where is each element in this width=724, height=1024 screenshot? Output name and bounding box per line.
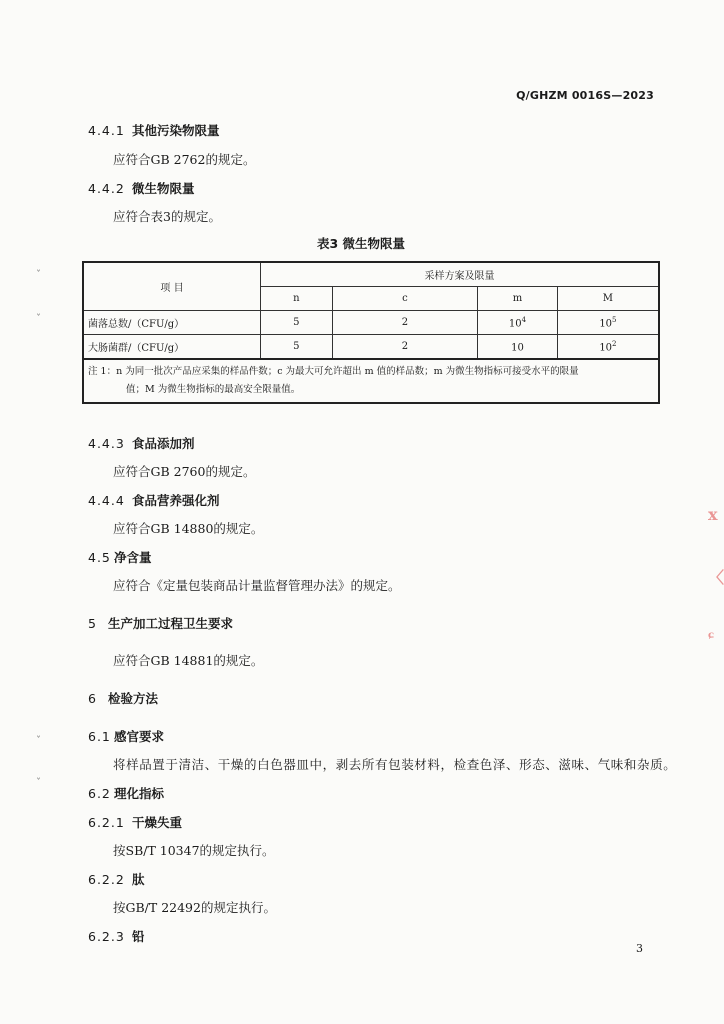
document-code: Q/GHZM 0016S—2023: [516, 89, 654, 102]
m-base: 10: [508, 318, 522, 330]
header-item: 项 目: [83, 262, 260, 311]
section-number: 4.5: [88, 550, 111, 565]
subheader-m: m: [478, 287, 558, 311]
m-exponent: 4: [521, 315, 527, 324]
section-6-1-text: 将样品置于清洁、干燥的白色器皿中，剥去所有包装材料，检查色泽、形态、滋味、气味和杂质。: [113, 757, 677, 772]
table-caption: 表3 微生物限量: [316, 236, 406, 251]
section-number: 6.2.3: [88, 929, 125, 944]
section-number: 6.2: [88, 786, 111, 801]
row-m: [478, 335, 558, 360]
binding-mark: ˇ: [36, 270, 41, 281]
section-6-2-3-heading: [88, 927, 145, 945]
microbial-limits-table: [82, 261, 660, 404]
section-number: 6: [88, 691, 97, 706]
M-base: 10: [599, 342, 613, 354]
header-sampling-plan: 采样方案及限量: [260, 262, 659, 287]
section-title: 食品营养强化剂: [132, 493, 220, 508]
section-title: 食品添加剂: [132, 436, 195, 451]
M-exponent: 2: [612, 339, 617, 348]
section-4-4-2-text: 应符合表3的规定。: [113, 209, 221, 224]
seal-edge-mark: ɕ: [708, 630, 715, 641]
section-title: 铅: [132, 929, 145, 944]
table-note-row: [83, 359, 659, 403]
row-c: 2: [332, 311, 477, 335]
section-6-2-heading: [88, 784, 164, 802]
binding-mark: ˇ: [36, 736, 41, 747]
subheader-c: c: [332, 287, 477, 311]
seal-edge-mark: ⅹ: [708, 505, 718, 524]
row-n: 5: [260, 311, 332, 335]
table-row: [83, 311, 659, 335]
table-row: [83, 335, 659, 360]
section-number: 6.2.1: [88, 815, 125, 830]
section-number: 6.1: [88, 729, 111, 744]
section-4-4-3-heading: [88, 434, 195, 452]
section-number: 5: [88, 616, 97, 631]
row-c: 2: [332, 335, 477, 360]
section-title: 理化指标: [114, 786, 165, 801]
seal-edge-mark: 〈: [708, 568, 724, 587]
section-4-4-4-text: 应符合GB 14880的规定。: [113, 521, 264, 536]
table-note: [83, 359, 659, 403]
section-title: 净含量: [114, 550, 152, 565]
row-m: [478, 311, 558, 335]
section-4-4-2-heading: [88, 179, 195, 197]
M-exponent: 5: [612, 315, 617, 324]
note-line-1: 注 1：n 为同一批次产品应采集的样品件数；c 为最大可允许超出 m 值的样品数；m 为微生物指标可接受水平的限量: [88, 366, 579, 377]
section-title: 干燥失重: [132, 815, 183, 830]
section-number: 4.4.4: [88, 493, 125, 508]
section-6-2-1-text: 按SB/T 10347的规定执行。: [113, 843, 275, 858]
section-number: 6.2.2: [88, 872, 125, 887]
table-header-row: [83, 262, 659, 287]
M-base: 10: [599, 318, 613, 330]
section-5-heading: [88, 614, 233, 632]
section-6-1-heading: [88, 727, 164, 745]
section-4-4-1-heading: [88, 121, 220, 139]
subheader-n: n: [260, 287, 332, 311]
section-title: 生产加工过程卫生要求: [108, 616, 234, 631]
section-number: 4.4.2: [88, 181, 125, 196]
binding-mark: ˇ: [36, 778, 41, 789]
row-item: 菌落总数/（CFU/g）: [83, 311, 260, 335]
row-M: [557, 335, 659, 360]
section-title: 肽: [132, 872, 145, 887]
binding-mark: ˇ: [36, 314, 41, 325]
section-4-4-4-heading: [88, 491, 220, 509]
section-title: 其他污染物限量: [132, 123, 220, 138]
section-4-5-text: 应符合《定量包装商品计量监督管理办法》的规定。: [113, 578, 401, 593]
section-4-4-3-text: 应符合GB 2760的规定。: [113, 464, 256, 479]
section-6-2-2-heading: [88, 870, 145, 888]
row-M: [557, 311, 659, 335]
section-5-text: 应符合GB 14881的规定。: [113, 653, 264, 668]
section-4-4-1-text: 应符合GB 2762的规定。: [113, 152, 256, 167]
subheader-M: M: [557, 287, 659, 311]
m-base: 10: [511, 342, 524, 354]
note-line-2: 值；M 为微生物指标的最高安全限量值。: [126, 384, 301, 395]
section-4-5-heading: [88, 548, 152, 566]
section-number: 4.4.3: [88, 436, 125, 451]
section-title: 检验方法: [108, 691, 159, 706]
section-title: 微生物限量: [132, 181, 195, 196]
section-6-2-2-text: 按GB/T 22492的规定执行。: [113, 900, 276, 915]
section-6-2-1-heading: [88, 813, 182, 831]
section-number: 4.4.1: [88, 123, 125, 138]
section-6-heading: [88, 689, 158, 707]
row-n: 5: [260, 335, 332, 360]
section-title: 感官要求: [114, 729, 165, 744]
page-number: 3: [636, 942, 643, 955]
row-item: 大肠菌群/（CFU/g）: [83, 335, 260, 360]
